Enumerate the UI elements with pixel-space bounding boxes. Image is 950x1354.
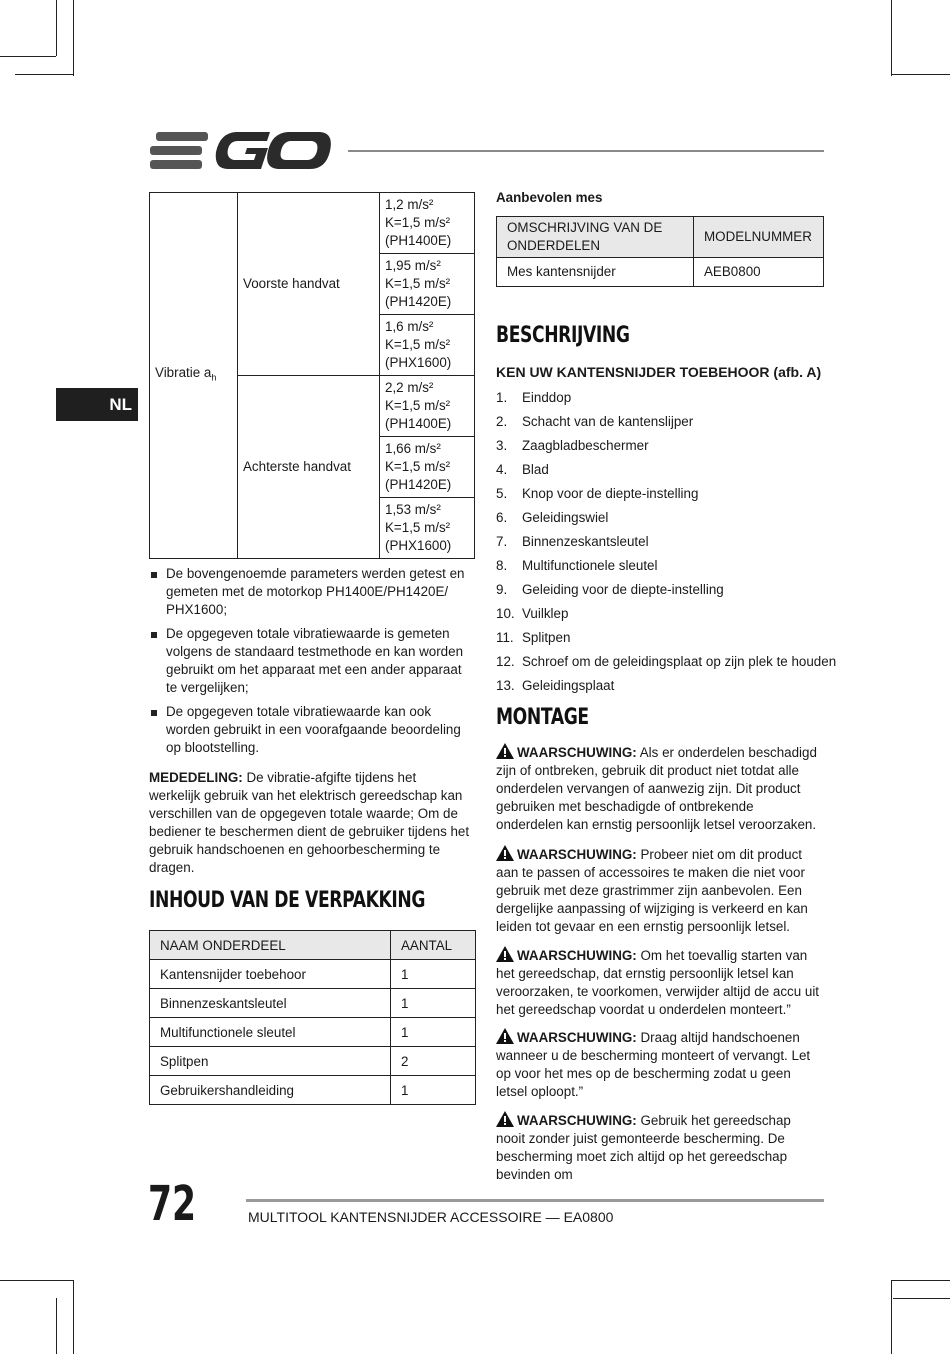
vibration-value-line: K=1,5 m/s² bbox=[385, 459, 451, 474]
vibration-value-line: K=1,5 m/s² bbox=[385, 520, 451, 535]
handle-cell: Achterste handvat bbox=[238, 376, 380, 559]
table-row bbox=[497, 258, 824, 287]
warning-icon bbox=[496, 1111, 514, 1127]
crop-mark bbox=[0, 1280, 74, 1281]
warning-paragraph bbox=[496, 845, 822, 936]
package-table bbox=[149, 930, 476, 1105]
bullet-item: De opgegeven totale vibratiewaarde kan ook worden gebruikt in een voorafgaande beoordeling op blootstelling. bbox=[149, 703, 471, 757]
package-item-qty: 1 bbox=[391, 960, 476, 989]
part-number: 8. bbox=[496, 558, 508, 573]
vibration-label-cell bbox=[150, 193, 238, 559]
part-number: 13. bbox=[496, 678, 515, 693]
crop-mark bbox=[73, 1280, 74, 1354]
table-row bbox=[150, 989, 476, 1018]
warning-label: WAARSCHUWING: bbox=[517, 1030, 637, 1045]
warning-text: Om het toevallig starten van het gereedschap, dat ernstig persoonlijk letsel kan veroorzaken, te voorkomen, verwijder altijd de accu uit het gereedschap voordat u onderdelen monteert.” bbox=[496, 948, 820, 1017]
language-tab: NL bbox=[56, 388, 138, 421]
list-item bbox=[496, 533, 836, 557]
vibration-label-subscript: h bbox=[211, 372, 217, 383]
part-label: Schroef om de geleidingsplaat op zijn plek te houden bbox=[522, 654, 837, 669]
footer-rule bbox=[246, 1199, 824, 1202]
warning-paragraph bbox=[496, 1028, 822, 1101]
crop-mark bbox=[15, 74, 74, 75]
part-number: 6. bbox=[496, 510, 508, 525]
warning-paragraph bbox=[496, 743, 822, 834]
crop-mark bbox=[891, 1280, 950, 1281]
part-label: Knop voor de diepte-instelling bbox=[522, 486, 699, 501]
part-label: Vuilklep bbox=[522, 606, 569, 621]
table-row bbox=[150, 960, 476, 989]
list-item bbox=[496, 677, 836, 701]
vibration-value-line: K=1,5 m/s² bbox=[385, 215, 451, 230]
table-row bbox=[150, 1047, 476, 1076]
list-item bbox=[496, 485, 836, 509]
crop-mark bbox=[891, 0, 892, 76]
warning-text: Probeer niet om dit product aan te passen of accessoires te maken die niet voor gebruik met deze grastrimmer zijn aanbevolen. Een dergelijke aanpassing of wijziging is verkeerd en kan leiden tot gevaar en een ernstig persoonlijk letsel. bbox=[496, 847, 808, 934]
warning-label: WAARSCHUWING: bbox=[517, 745, 637, 760]
part-number: 7. bbox=[496, 534, 508, 549]
crop-mark bbox=[893, 1298, 950, 1299]
warning-icon bbox=[496, 743, 514, 759]
list-item bbox=[496, 653, 836, 677]
recommended-cell: AEB0800 bbox=[694, 258, 824, 287]
table-row bbox=[150, 193, 475, 254]
notice-paragraph bbox=[149, 769, 471, 877]
footer-title: MULTITOOL KANTENSNIJDER ACCESSOIRE — EA0800 bbox=[248, 1209, 614, 1225]
package-item-qty: 1 bbox=[391, 1018, 476, 1047]
package-title: INHOUD VAN DE VERPAKKING bbox=[149, 888, 426, 913]
package-item-name: Kantensnijder toebehoor bbox=[150, 960, 391, 989]
part-label: Binnenzeskantsleutel bbox=[522, 534, 649, 549]
bullet-list bbox=[149, 565, 471, 763]
package-item-qty: 2 bbox=[391, 1047, 476, 1076]
handle-cell: Voorste handvat bbox=[238, 193, 380, 376]
recommended-table bbox=[496, 216, 824, 287]
list-item bbox=[496, 437, 836, 461]
part-number: 3. bbox=[496, 438, 508, 453]
part-number: 2. bbox=[496, 414, 508, 429]
assembly-title: MONTAGE bbox=[496, 705, 589, 730]
table-row bbox=[150, 1018, 476, 1047]
notice-text: De vibratie-afgifte tijdens het werkelijk gebruik van het elektrisch gereedschap kan verschillen van de opgegeven totale waarde; Om de bediener te beschermen dient de gebruiker tijdens het gebruik handschoenen en gehoorbescherming te dragen. bbox=[149, 770, 470, 875]
list-item bbox=[496, 557, 836, 581]
list-item bbox=[496, 581, 836, 605]
vibration-value-cell bbox=[380, 498, 475, 559]
crop-mark bbox=[891, 1280, 892, 1354]
vibration-value-line: (PH1420E) bbox=[385, 477, 452, 492]
warning-icon bbox=[496, 1028, 514, 1044]
part-number: 10. bbox=[496, 606, 515, 621]
crop-mark bbox=[0, 56, 56, 57]
warning-icon bbox=[496, 946, 514, 962]
warning-text: Draag altijd handschoenen wanneer u de bescherming monteert of vervangt. Let op voor het mes op de bescherming zodat u geen letsel oploopt.” bbox=[496, 1030, 811, 1099]
description-title: BESCHRIJVING bbox=[496, 323, 630, 348]
part-number: 12. bbox=[496, 654, 515, 669]
list-item bbox=[496, 629, 836, 653]
warning-icon bbox=[496, 845, 514, 861]
list-item bbox=[496, 413, 836, 437]
vibration-value-line: 1,66 m/s² bbox=[385, 441, 441, 456]
part-label: Multifunctionele sleutel bbox=[522, 558, 658, 573]
vibration-value-line: K=1,5 m/s² bbox=[385, 398, 451, 413]
part-label: Blad bbox=[522, 462, 549, 477]
crop-mark bbox=[891, 74, 950, 75]
part-label: Geleidingsplaat bbox=[522, 678, 615, 693]
package-item-name: Splitpen bbox=[150, 1047, 391, 1076]
crop-mark bbox=[56, 0, 57, 56]
vibration-table bbox=[149, 192, 475, 559]
package-header-qty: AANTAL bbox=[391, 931, 476, 960]
part-number: 5. bbox=[496, 486, 508, 501]
vibration-value-cell bbox=[380, 315, 475, 376]
part-label: Geleidingswiel bbox=[522, 510, 609, 525]
vibration-value-line: (PHX1600) bbox=[385, 355, 452, 370]
package-header-name: NAAM ONDERDEEL bbox=[150, 931, 391, 960]
parts-list bbox=[496, 389, 836, 701]
warning-text: Als er onderdelen beschadigd zijn of ontbreken, gebruik dit product niet totdat alle onderdelen vervangen of aanwezig zijn. Dit product gebruiken met beschadigde of ontbrekende onderdelen kan ernstig persoonlijk letsel veroorzaken. bbox=[496, 745, 817, 832]
page-number: 72 bbox=[148, 1176, 197, 1232]
recommended-cell: Mes kantensnijder bbox=[497, 258, 694, 287]
package-item-name: Binnenzeskantsleutel bbox=[150, 989, 391, 1018]
crop-mark bbox=[56, 1298, 57, 1354]
ego-logo bbox=[150, 130, 332, 172]
package-item-qty: 1 bbox=[391, 1076, 476, 1105]
list-item bbox=[496, 461, 836, 485]
warning-paragraph bbox=[496, 1111, 822, 1184]
package-item-qty: 1 bbox=[391, 989, 476, 1018]
warning-label: WAARSCHUWING: bbox=[517, 948, 637, 963]
vibration-value-cell bbox=[380, 193, 475, 254]
vibration-value-line: (PH1400E) bbox=[385, 233, 452, 248]
vibration-value-line: 1,95 m/s² bbox=[385, 258, 441, 273]
vibration-value-line: 2,2 m/s² bbox=[385, 380, 434, 395]
crop-mark bbox=[73, 0, 74, 76]
vibration-value-line: (PHX1600) bbox=[385, 538, 452, 553]
package-item-name: Multifunctionele sleutel bbox=[150, 1018, 391, 1047]
vibration-value-cell bbox=[380, 437, 475, 498]
part-label: Schacht van de kantenslijper bbox=[522, 414, 694, 429]
list-item bbox=[496, 509, 836, 533]
package-item-name: Gebruikershandleiding bbox=[150, 1076, 391, 1105]
recommended-header-model: MODELNUMMER bbox=[694, 217, 824, 258]
part-label: Einddop bbox=[522, 390, 572, 405]
bullet-item: De bovengenoemde parameters werden getest en gemeten met de motorkop PH1400E/PH1420E/ PHX1600; bbox=[149, 565, 471, 619]
bullet-item: De opgegeven totale vibratiewaarde is gemeten volgens de standaard testmethode en kan worden gebruikt om het apparaat met een ander apparaat te vergelijken; bbox=[149, 625, 471, 697]
recommended-header-desc: OMSCHRIJVING VAN DE ONDERDELEN bbox=[497, 217, 694, 258]
header-rule bbox=[348, 150, 824, 152]
part-number: 4. bbox=[496, 462, 508, 477]
warning-label: WAARSCHUWING: bbox=[517, 847, 637, 862]
warning-text: Gebruik het gereedschap nooit zonder juist gemonteerde bescherming. De bescherming moet zich altijd op het gereedschap bevinden om bbox=[496, 1113, 791, 1182]
vibration-value-line: K=1,5 m/s² bbox=[385, 276, 451, 291]
warning-paragraph bbox=[496, 946, 822, 1019]
part-label: Geleiding voor de diepte-instelling bbox=[522, 582, 724, 597]
list-item bbox=[496, 389, 836, 413]
warning-label: WAARSCHUWING: bbox=[517, 1113, 637, 1128]
part-number: 9. bbox=[496, 582, 508, 597]
vibration-value-line: 1,53 m/s² bbox=[385, 502, 441, 517]
notice-label: MEDEDELING: bbox=[149, 770, 243, 785]
vibration-value-cell bbox=[380, 254, 475, 315]
part-label: Splitpen bbox=[522, 630, 571, 645]
vibration-value-cell bbox=[380, 376, 475, 437]
vibration-value-line: (PH1420E) bbox=[385, 294, 452, 309]
table-row bbox=[150, 1076, 476, 1105]
description-subtitle: KEN UW KANTENSNIJDER TOEBEHOOR (afb. A) bbox=[496, 364, 822, 380]
vibration-value-line: K=1,5 m/s² bbox=[385, 337, 451, 352]
part-number: 1. bbox=[496, 390, 508, 405]
list-item bbox=[496, 605, 836, 629]
vibration-value-line: (PH1400E) bbox=[385, 416, 452, 431]
part-label: Zaagbladbeschermer bbox=[522, 438, 649, 453]
vibration-value-line: 1,2 m/s² bbox=[385, 197, 434, 212]
recommended-title: Aanbevolen mes bbox=[496, 190, 603, 205]
vibration-label: Vibratie a bbox=[155, 365, 212, 381]
part-number: 11. bbox=[496, 630, 514, 645]
vibration-value-line: 1,6 m/s² bbox=[385, 319, 434, 334]
